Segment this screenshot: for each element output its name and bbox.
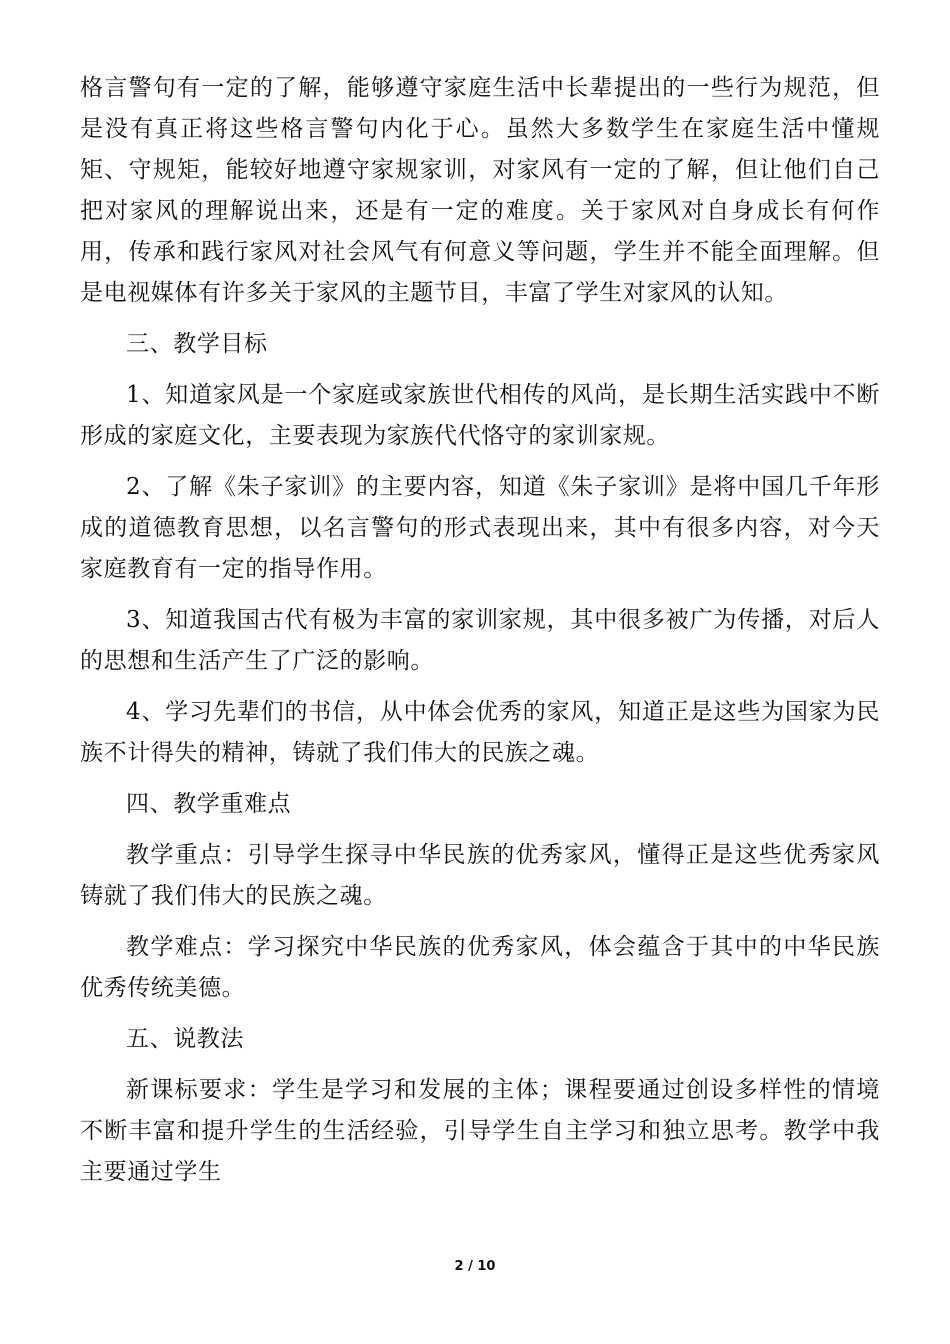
paragraph-continuation: 格言警句有一定的了解，能够遵守家庭生活中长辈提出的一些行为规范，但是没有真正将这些格言警句内化于心。虽然大多数学生在家庭生活中懂规矩、守规矩，能较好地遵守家规家训，对家风有一定的了解，但让他们自己把对家风的理解说出来，还是有一定的难度。关于家风对自身成长有何作用，传承和践行家风对社会风气有何意义等问题，学生并不能全面理解。但是电视媒体有许多关于家风的主题节目，丰富了学生对家风的认知。 [80, 75, 880, 306]
section-heading-teaching-objectives: 三、教学目标 [126, 331, 268, 357]
objective-1: 1、知道家风是一个家庭或家族世代相传的风尚，是长期生活实践中不断形成的家庭文化，主要表现为家族代代恪守的家训家规。 [80, 382, 880, 449]
teaching-methods-paragraph: 新课标要求：学生是学习和发展的主体；课程要通过创设多样性的情境不断丰富和提升学生的生活经验，引导学生自主学习和独立思考。教学中我主要通过学生 [80, 1077, 880, 1185]
section-heading-key-difficult-points: 四、教学重难点 [126, 791, 292, 817]
section-heading-teaching-methods: 五、说教法 [126, 1026, 244, 1052]
key-point: 教学重点：引导学生探寻中华民族的优秀家风，懂得正是这些优秀家风铸就了我们伟大的民族之魂。 [80, 842, 880, 909]
page-number: 2 / 10 [454, 1259, 496, 1274]
difficult-point: 教学难点：学习探究中华民族的优秀家风，体会蕴含于其中的中华民族优秀传统美德。 [80, 934, 880, 1001]
objective-2: 2、了解《朱子家训》的主要内容，知道《朱子家训》是将中国几千年形成的道德教育思想，以名言警句的形式表现出来，其中有很多内容，对今天家庭教育有一定的指导作用。 [80, 474, 880, 582]
objective-4: 4、学习先辈们的书信，从中体会优秀的家风，知道正是这些为国家为民族不计得失的精神，铸就了我们伟大的民族之魂。 [80, 699, 880, 766]
objective-3: 3、知道我国古代有极为丰富的家训家规，其中很多被广为传播，对后人的思想和生活产生了广泛的影响。 [80, 607, 880, 674]
document-body [80, 68, 880, 1203]
